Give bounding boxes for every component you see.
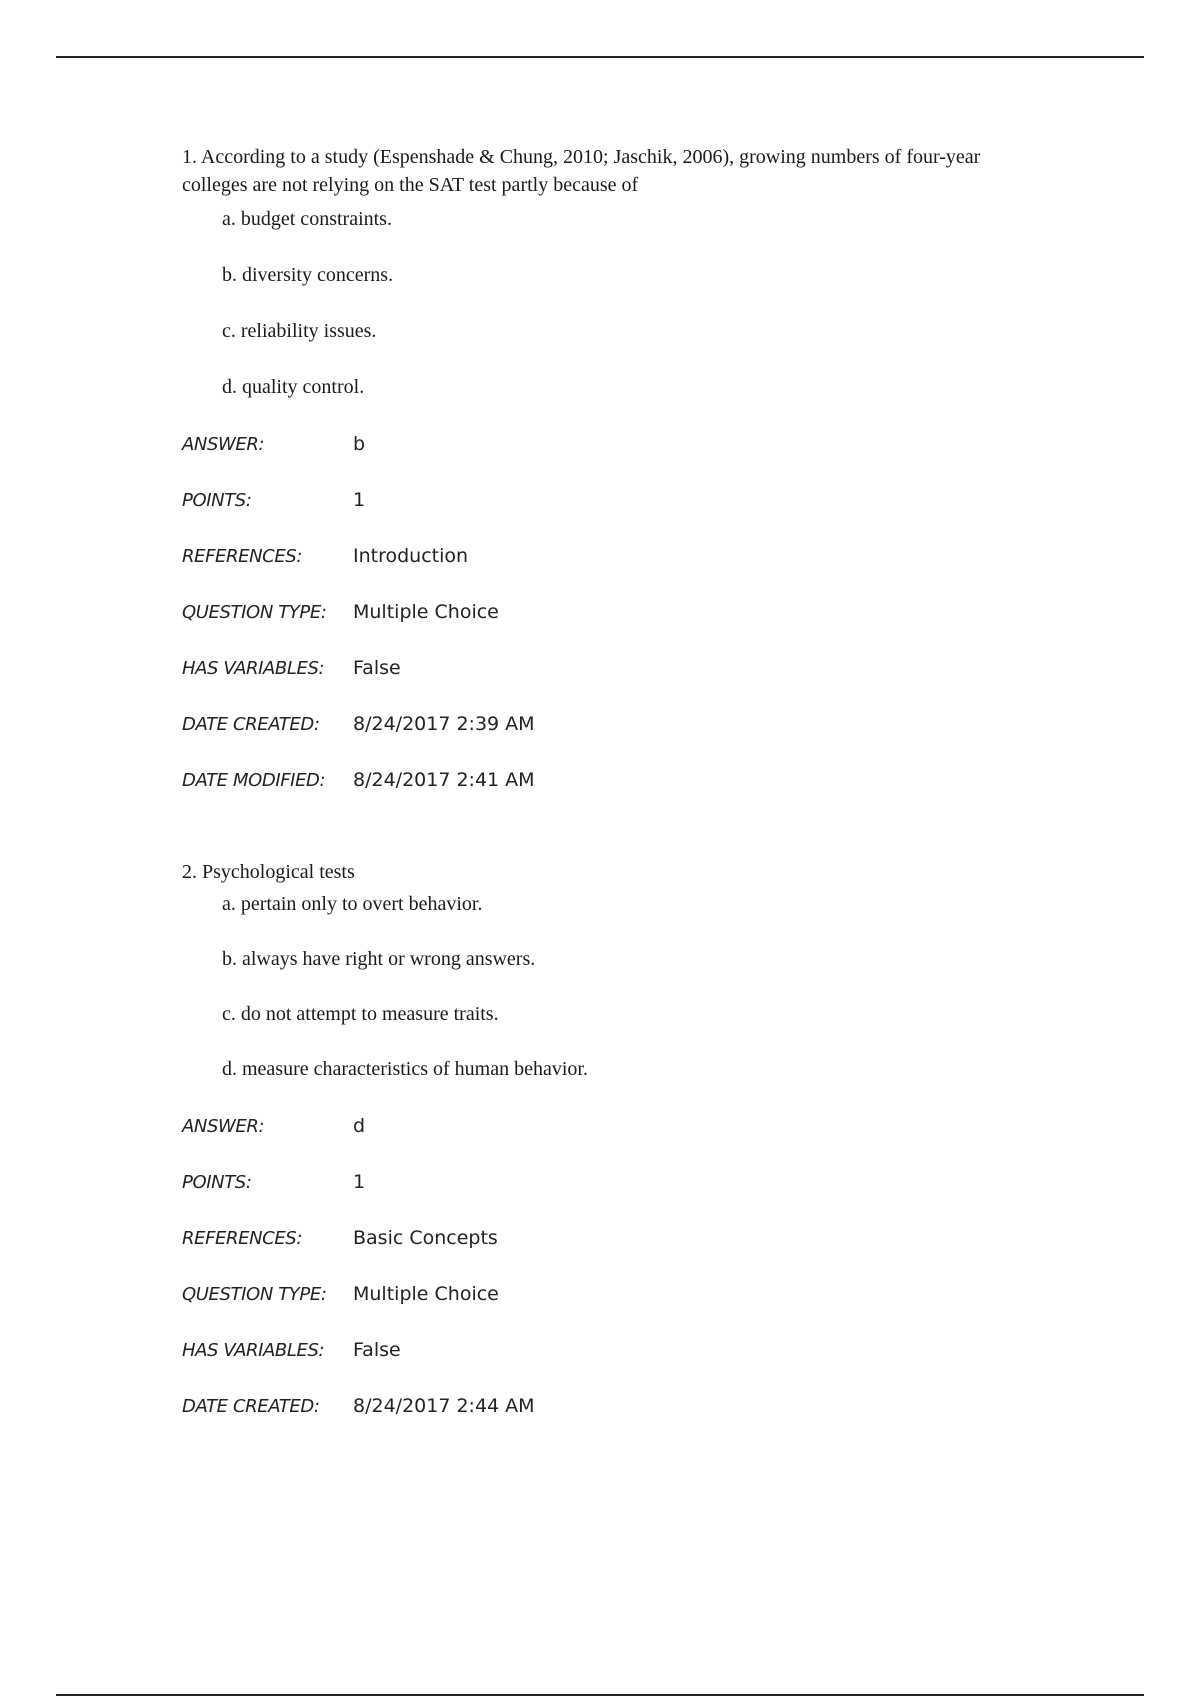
option-c: c. do not attempt to measure traits.: [222, 1003, 499, 1025]
option-b: b. always have right or wrong answers.: [222, 948, 536, 970]
question-metadata: [182, 430, 1042, 822]
meta-value: 8/24/2017 2:44 AM: [353, 1395, 535, 1417]
meta-value: b: [353, 433, 366, 455]
meta-label: ANSWER:: [182, 1116, 265, 1137]
answer-options: [182, 890, 1042, 1083]
meta-row-date-created: [182, 1392, 1042, 1448]
option-d: d. measure characteristics of human behavior.: [222, 1058, 588, 1080]
meta-label: HAS VARIABLES:: [182, 1340, 325, 1361]
question-metadata: [182, 1112, 1042, 1448]
question-stem: 1. According to a study (Espenshade & Chung, 2010; Jaschik, 2006), growing numbers of four-year colleges are not relying on the SAT test partly because of: [182, 146, 981, 196]
meta-row-has-variables: [182, 654, 1042, 710]
meta-value: Introduction: [353, 545, 469, 567]
meta-row-question-type: [182, 598, 1042, 654]
question-2: [182, 858, 1042, 1448]
meta-value: False: [353, 1339, 401, 1361]
meta-row-references: [182, 1224, 1042, 1280]
option-b: b. diversity concerns.: [222, 264, 394, 286]
meta-label: QUESTION TYPE:: [182, 602, 327, 623]
meta-label: REFERENCES:: [182, 1228, 302, 1249]
meta-value: 1: [353, 1171, 366, 1193]
meta-label: POINTS:: [182, 1172, 252, 1193]
meta-value: 1: [353, 489, 366, 511]
meta-label: HAS VARIABLES:: [182, 658, 325, 679]
meta-value: Multiple Choice: [353, 601, 499, 623]
meta-row-references: [182, 542, 1042, 598]
meta-label: POINTS:: [182, 490, 252, 511]
option-c: c. reliability issues.: [222, 320, 377, 342]
meta-label: DATE MODIFIED:: [182, 770, 326, 791]
meta-value: 8/24/2017 2:41 AM: [353, 769, 535, 791]
meta-label: DATE CREATED:: [182, 1396, 320, 1417]
option-a: a. pertain only to overt behavior.: [222, 893, 483, 915]
meta-row-points: [182, 1168, 1042, 1224]
meta-label: REFERENCES:: [182, 546, 302, 567]
meta-row-question-type: [182, 1280, 1042, 1336]
question-1: [182, 143, 1042, 822]
question-stem: 2. Psychological tests: [182, 861, 355, 883]
meta-value: d: [353, 1115, 366, 1137]
meta-row-date-created: [182, 710, 1042, 766]
footer-rule: [56, 1694, 1144, 1696]
meta-label: QUESTION TYPE:: [182, 1284, 327, 1305]
answer-options: [182, 205, 1042, 401]
meta-value: False: [353, 657, 401, 679]
meta-row-answer: [182, 430, 1042, 486]
meta-label: ANSWER:: [182, 434, 265, 455]
meta-label: DATE CREATED:: [182, 714, 320, 735]
option-a: a. budget constraints.: [222, 208, 392, 230]
meta-value: Multiple Choice: [353, 1283, 499, 1305]
meta-row-points: [182, 486, 1042, 542]
meta-row-answer: [182, 1112, 1042, 1168]
meta-row-date-modified: [182, 766, 1042, 822]
header-rule: [56, 56, 1144, 58]
meta-value: Basic Concepts: [353, 1227, 498, 1249]
meta-value: 8/24/2017 2:39 AM: [353, 713, 535, 735]
meta-row-has-variables: [182, 1336, 1042, 1392]
option-d: d. quality control.: [222, 376, 365, 398]
